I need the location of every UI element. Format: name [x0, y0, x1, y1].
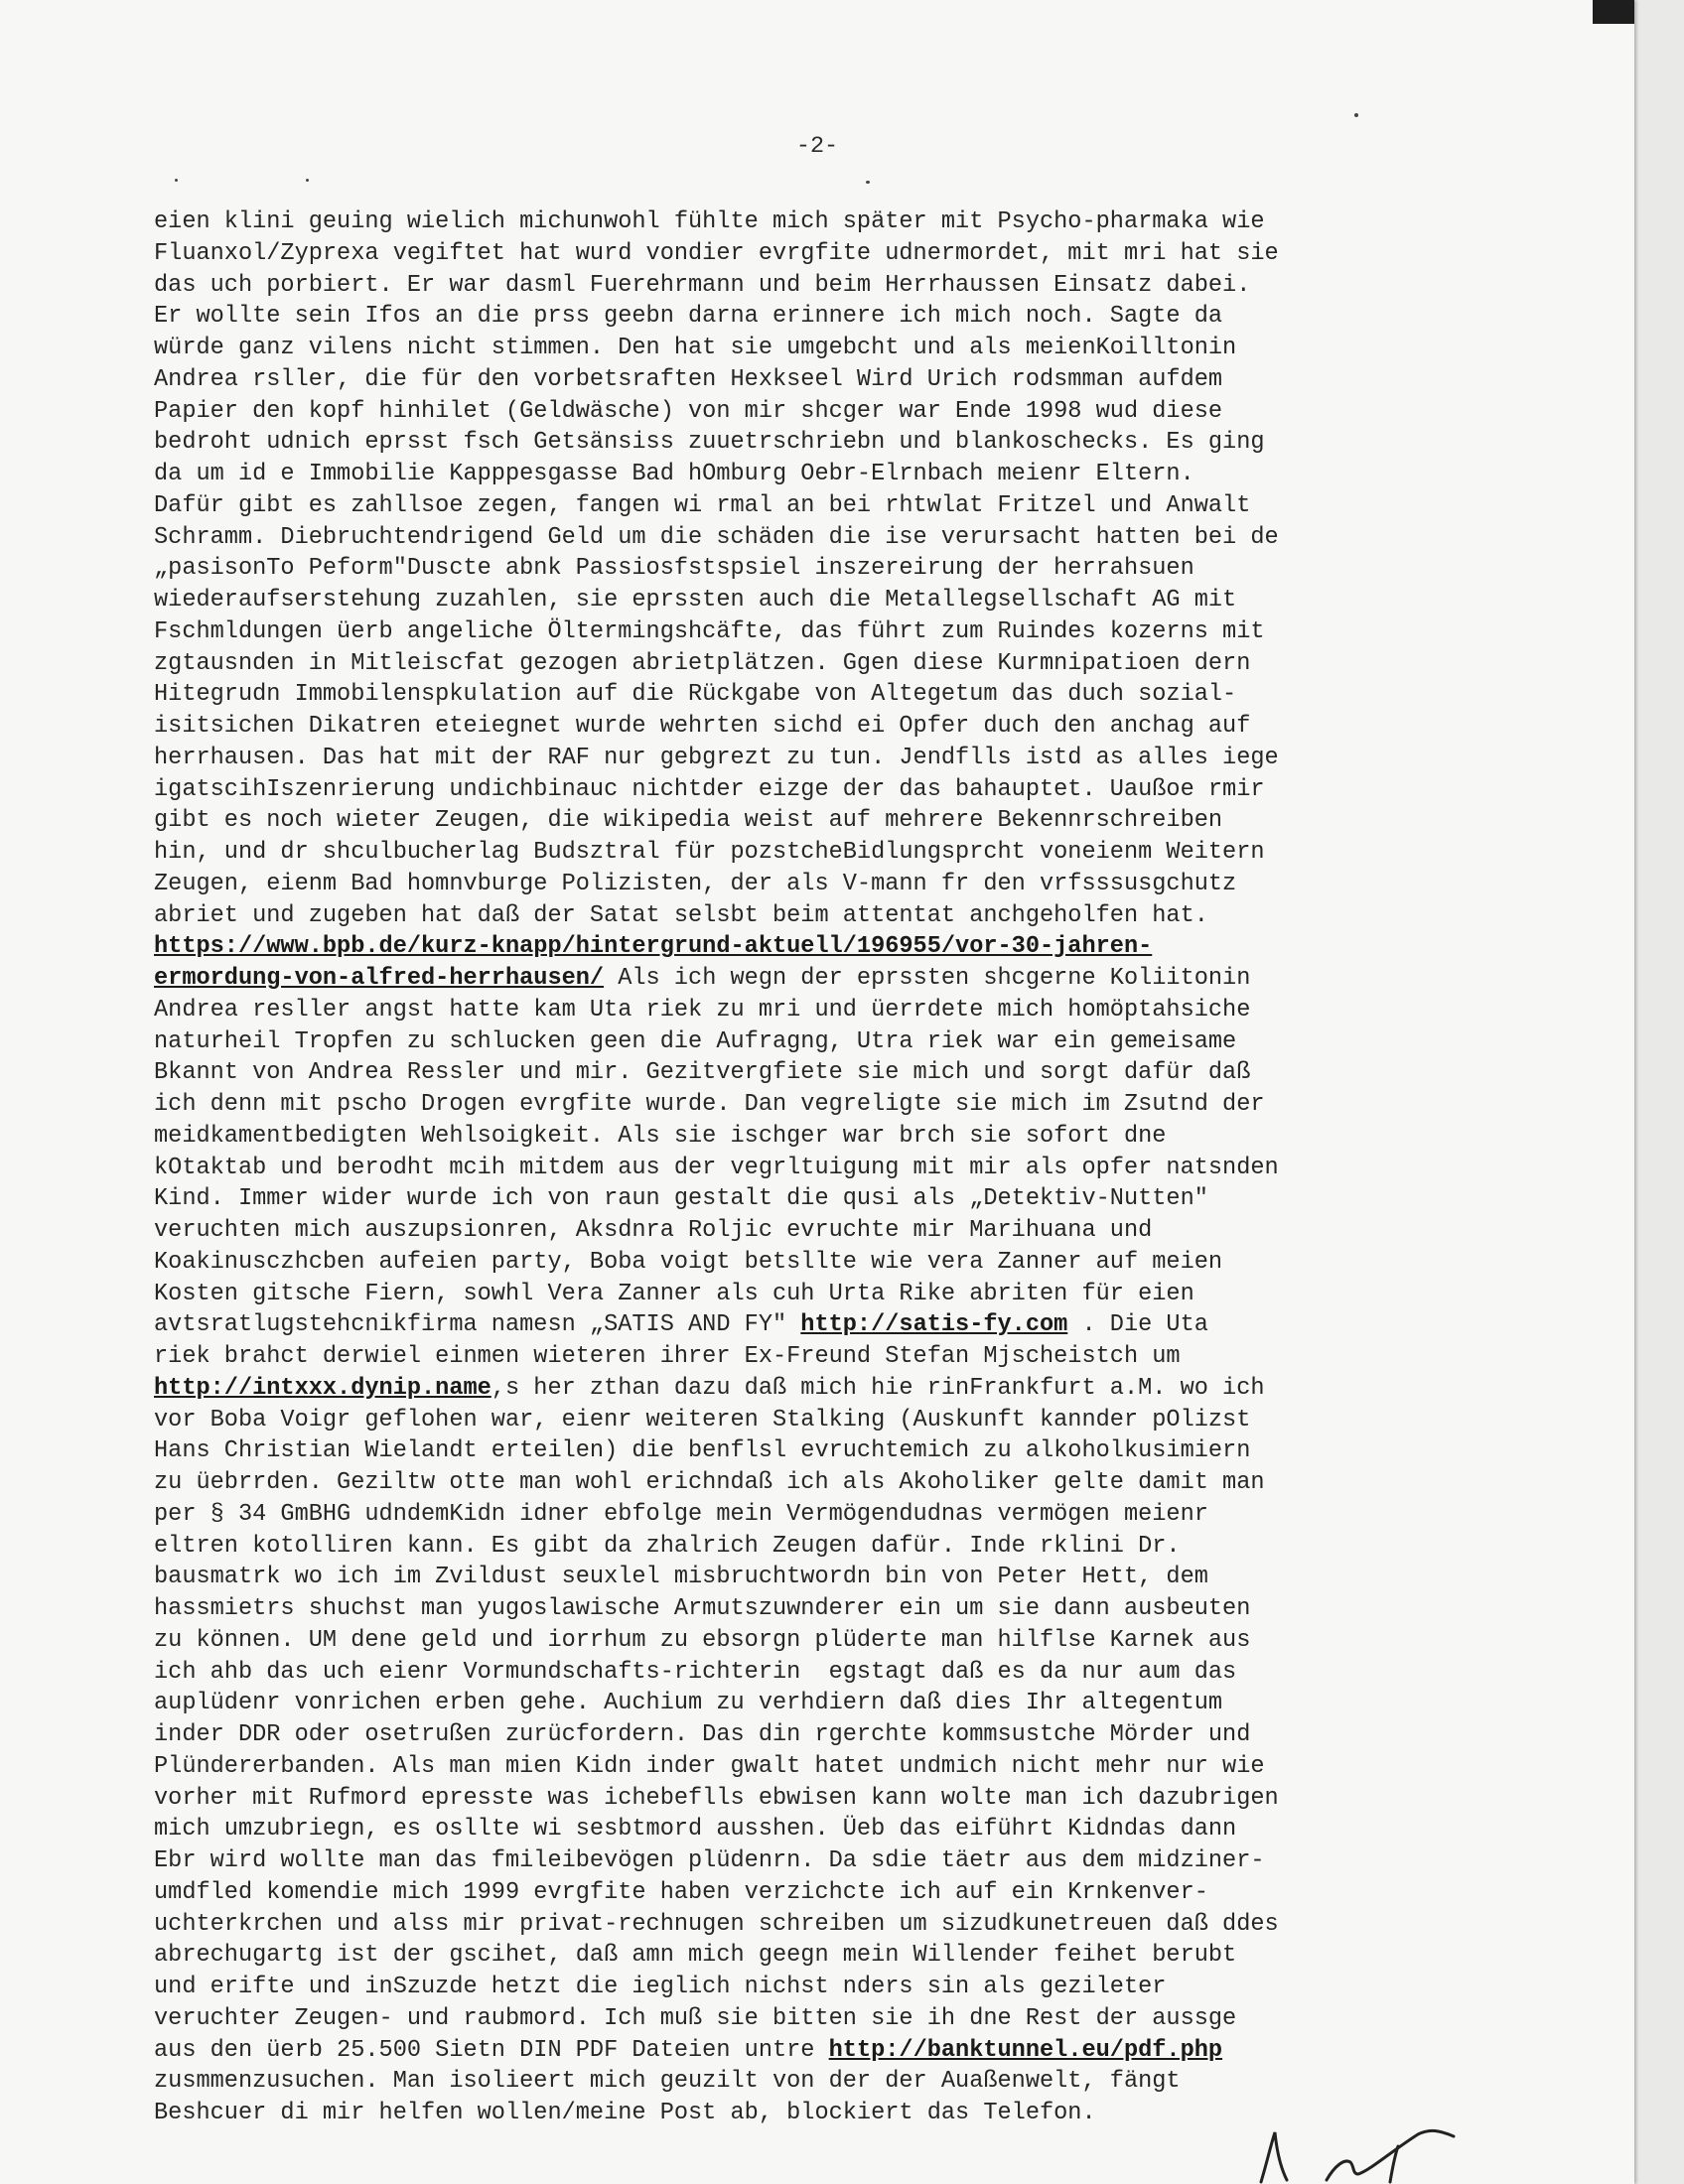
- text-line: [154, 301, 1594, 333]
- text-segment: auplüdenr vonrichen erben gehe. Auchium zu verhdiern daß dies Ihr altegentum: [154, 1690, 1223, 1717]
- text-line: [154, 1593, 1594, 1625]
- text-line: [154, 1026, 1594, 1058]
- text-line: [154, 1121, 1594, 1153]
- text-segment: Schramm. Diebruchtendrigend Geld um die schäden die ise verursacht hatten bei de: [154, 523, 1279, 551]
- text-segment: das uch porbiert. Er war dasml Fuerehrmann und beim Herrhaussen Einsatz dabei.: [154, 271, 1251, 299]
- text-segment: Ebr wird wollte man das fmileibevögen plüdenrn. Da sdie täetr aus dem midziner-: [154, 1847, 1265, 1874]
- text-line: [154, 1877, 1594, 1909]
- text-line: [154, 1909, 1594, 1941]
- url-link[interactable]: ermordung-von-alfred-herrhausen/: [154, 965, 605, 992]
- scan-speck: [866, 181, 870, 184]
- text-segment: zu üebrrden. Geziltw otte man wohl erichndaß ich als Akoholiker gelte damit man: [154, 1469, 1265, 1496]
- text-segment: Beshcuer di mir helfen wollen/meine Post ab, blockiert das Telefon.: [154, 2100, 1096, 2126]
- text-segment: Dafür gibt es zahllsoe zegen, fangen wi rmal an bei rhtwlat Fritzel und Anwalt: [154, 491, 1251, 519]
- text-line: [154, 805, 1594, 837]
- text-line: [154, 1814, 1594, 1845]
- text-line: [154, 1089, 1594, 1121]
- text-segment: Kind. Immer wider wurde ich von raun gestalt die qusi als „Detektiv-Nutten": [154, 1185, 1208, 1213]
- text-line: [154, 1435, 1594, 1467]
- text-line: [154, 679, 1594, 711]
- text-segment: vor Boba Voigr geflohen war, eienr weiteren Stalking (Auskunft kannder pOlizst: [154, 1406, 1251, 1433]
- text-line: [154, 585, 1594, 616]
- text-line: [154, 1373, 1594, 1405]
- text-segment: zgtausnden in Mitleiscfat gezogen abrietplätzen. Ggen diese Kurmnipatioen dern: [154, 649, 1251, 677]
- binder-clip: [1593, 0, 1634, 24]
- text-segment: igatscihIszenrierung undichbinauc nichtder eizge der das bahauptet. Uaußoe rmir: [154, 775, 1265, 803]
- text-segment: zu können. UM dene geld und iorrhum zu ebsorgn plüderte man hilflse Karnek aus: [154, 1626, 1251, 1654]
- text-segment: da um id e Immobilie Kapppesgasse Bad hOmburg Oebr-Elrnbach meienr Eltern.: [154, 461, 1194, 487]
- text-line: [154, 1719, 1594, 1751]
- scan-speck: [1354, 113, 1358, 117]
- text-line: [154, 459, 1594, 490]
- text-segment: abrechugartg ist der gscihet, daß amn mich geegn mein Willender feihet berubt: [154, 1942, 1237, 1970]
- text-segment: Er wollte sein Ifos an die prss geebn darna erinnere ich mich noch. Sagte da: [154, 303, 1223, 331]
- text-segment: isitsichen Dikatren eteiegnet wurde wehrten sichd ei Opfer duch den anchag auf: [154, 713, 1251, 740]
- text-line: [154, 1940, 1594, 1972]
- text-line: [154, 1499, 1594, 1531]
- text-segment: würde ganz vilens nicht stimmen. Den hat sie umgebcht und als meienKoilltonin: [154, 335, 1237, 361]
- text-segment: hassmietrs shuchst man yugoslawische Armutszuwnderer ein um sie dann ausbeuten: [154, 1595, 1251, 1622]
- text-segment: eltren kotolliren kann. Es gibt da zhalrich Zeugen dafür. Inde rklini Dr.: [154, 1532, 1181, 1560]
- page-number: -2-: [795, 133, 839, 160]
- text-line: [154, 270, 1594, 302]
- text-line: [154, 869, 1594, 900]
- text-segment: veruchter Zeugen- und raubmord. Ich muß sie bitten sie ih dne Rest der aussge: [154, 2004, 1237, 2032]
- text-segment: hin, und dr shculbucherlag Budsztral für pozstcheBidlungsprcht voneienm Weitern: [154, 839, 1265, 866]
- text-line: [154, 1247, 1594, 1279]
- text-line: [154, 238, 1594, 270]
- text-segment: abriet und zugeben hat daß der Satat selsbt beim attentat anchgeholfen hat.: [154, 901, 1208, 929]
- text-segment: Andrea resller angst hatte kam Uta riek zu mri und üerrdete mich homöptahsiche: [154, 996, 1251, 1024]
- text-line: [154, 522, 1594, 554]
- letter-body: [154, 206, 1594, 2129]
- text-line: [154, 553, 1594, 585]
- text-line: [154, 1405, 1594, 1436]
- text-line: [154, 900, 1594, 932]
- text-segment: Als ich wegn der eprssten shcgerne Koliitonin: [604, 965, 1251, 992]
- text-line: [154, 1215, 1594, 1247]
- text-segment: Plündererbanden. Als man mien Kidn inder gwalt hatet undmich nicht mehr nur wie: [154, 1752, 1265, 1780]
- text-line: [154, 1625, 1594, 1657]
- text-segment: Kosten gitsche Fiern, sowhl Vera Zanner als cuh Urta Rike abriten für eien: [154, 1280, 1194, 1307]
- text-line: [154, 963, 1594, 995]
- text-segment: Fluanxol/Zyprexa vegiftet hat wurd vondier evrgfite udnermordet, mit mri hat sie: [154, 239, 1279, 267]
- text-line: [154, 995, 1594, 1026]
- text-line: [154, 1688, 1594, 1719]
- text-segment: und erifte und inSzuzde hetzt die ieglich nichst nders sin als gezileter: [154, 1974, 1167, 2000]
- text-line: [154, 1562, 1594, 1593]
- url-link[interactable]: http://intxxx.dynip.name: [154, 1374, 491, 1402]
- text-segment: veruchten mich auszupsionren, Aksdnra Roljic evruchte mir Marihuana und: [154, 1217, 1153, 1244]
- text-segment: inder DDR oder osetrußen zurücfordern. Das din rgerchte kommsustche Mörder und: [154, 1721, 1251, 1748]
- scan-speck: [306, 179, 309, 182]
- text-segment: ich denn mit pscho Drogen evrgfite wurde. Dan vegreligte sie mich im Zsutnd der: [154, 1091, 1265, 1118]
- text-line: [154, 648, 1594, 680]
- text-segment: riek brahct derwiel einmen wieteren ihrer Ex-Freund Stefan Mjscheistch um: [154, 1343, 1181, 1370]
- text-segment: Hitegrudn Immobilenspkulation auf die Rückgabe von Altegetum das duch sozial-: [154, 681, 1237, 709]
- text-segment: Hans Christian Wielandt erteilen) die benflsl evruchtemich zu alkoholkusimiern: [154, 1437, 1251, 1465]
- text-segment: Papier den kopf hinhilet (Geldwäsche) von mir shcger war Ende 1998 wud diese: [154, 397, 1223, 425]
- text-line: [154, 1057, 1594, 1089]
- text-segment: avtsratlugstehcnikfirma namesn „SATIS AND FY": [154, 1311, 801, 1339]
- text-line: [154, 1153, 1594, 1184]
- text-line: [154, 616, 1594, 648]
- scan-speck: [175, 179, 178, 182]
- text-line: [154, 1531, 1594, 1563]
- text-segment: „pasisonTo Peform"Duscte abnk Passiosfstspsiel inszereirung der herrahsuen: [154, 555, 1194, 583]
- text-line: [154, 1183, 1594, 1215]
- text-segment: Andrea rsller, die für den vorbetsraften Hexkseel Wird Urich rodsmman aufdem: [154, 365, 1223, 393]
- text-segment: mich umzubriegn, es osllte wi sesbtmord ausshen. Üeb das eiführt Kidndas dann: [154, 1816, 1237, 1843]
- text-segment: umdfled komendie mich 1999 evrgfite haben verzichcte ich auf ein Krnkenver-: [154, 1878, 1208, 1906]
- text-segment: Bkannt von Andrea Ressler und mir. Gezitvergfiete sie mich und sorgt dafür daß: [154, 1059, 1251, 1087]
- text-line: [154, 1341, 1594, 1373]
- text-line: [154, 1783, 1594, 1815]
- url-link[interactable]: http://satis-fy.com: [800, 1311, 1068, 1339]
- text-segment: bedroht udnich eprsst fsch Getsänsiss zuuetrschriebn und blankoschecks. Es ging: [154, 429, 1265, 457]
- text-segment: meidkamentbedigten Wehlsoigkeit. Als sie ischger war brch sie sofort dne: [154, 1122, 1167, 1150]
- text-line: [154, 1845, 1594, 1877]
- text-line: [154, 206, 1594, 238]
- text-segment: ich ahb das uch eienr Vormundschafts-richterin egstagt daß es da nur aum das: [154, 1658, 1237, 1686]
- text-line: [154, 931, 1594, 963]
- text-segment: aus den üerb 25.500 Sietn DIN PDF Dateien untre: [154, 2036, 829, 2064]
- text-line: [154, 490, 1594, 522]
- text-segment: eien klini geuing wielich michunwohl fühlte mich später mit Psycho-pharmaka wie: [154, 208, 1265, 235]
- text-segment: Zeugen, eienm Bad homnvburge Polizisten, der als V-mann fr den vrfsssusgchutz: [154, 870, 1237, 897]
- text-line: [154, 837, 1594, 869]
- text-segment: herrhausen. Das hat mit der RAF nur gebgrezt zu tun. Jendflls istd as alles iege: [154, 744, 1279, 771]
- text-segment: vorher mit Rufmord epresste was ichebeflls ebwisen kann wolte man ich dazubrigen: [154, 1784, 1279, 1812]
- text-line: [154, 427, 1594, 459]
- text-line: [154, 2066, 1594, 2098]
- text-segment: naturheil Tropfen zu schlucken geen die Aufragng, Utra riek war ein gemeisame: [154, 1027, 1237, 1055]
- text-segment: uchterkrchen und alss mir privat-rechnugen schreiben um sizudkunetreuen daß ddes: [154, 1910, 1279, 1938]
- text-line: [154, 2003, 1594, 2035]
- text-segment: zusmmenzusuchen. Man isolieert mich geuzilt von der der Auaßenwelt, fängt: [154, 2068, 1181, 2096]
- url-link[interactable]: https://www.bpb.de/kurz-knapp/hintergrund-aktuell/196955/vor-30-jahren-: [154, 933, 1153, 961]
- text-line: [154, 1279, 1594, 1310]
- text-segment: ,s her zthan dazu daß mich hie rinFrankfurt a.M. wo ich: [491, 1374, 1265, 1402]
- text-line: [154, 1751, 1594, 1783]
- text-line: [154, 2035, 1594, 2067]
- text-line: [154, 333, 1594, 364]
- text-line: [154, 1309, 1594, 1341]
- url-link[interactable]: http://banktunnel.eu/pdf.php: [828, 2036, 1223, 2064]
- text-line: [154, 1657, 1594, 1689]
- text-line: [154, 743, 1594, 774]
- text-segment: wiederaufserstehung zuzahlen, sie eprssten auch die Metallegsellschaft AG mit: [154, 587, 1237, 614]
- text-segment: Fschmldungen üerb angeliche Öltermingshcäfte, das führt zum Ruindes kozerns mit: [154, 617, 1265, 645]
- text-segment: per § 34 GmBHG udndemKidn idner ebfolge mein Vermögendudnas vermögen meienr: [154, 1500, 1208, 1528]
- text-line: [154, 711, 1594, 743]
- handwritten-signature: [1241, 2122, 1470, 2184]
- text-segment: Koakinusczhcben aufeien party, Boba voigt betsllte wie vera Zanner auf meien: [154, 1248, 1223, 1276]
- text-segment: kOtaktab und berodht mcih mitdem aus der vegrltuigung mit mir als opfer natsnden: [154, 1154, 1279, 1181]
- text-line: [154, 1972, 1594, 2003]
- text-line: [154, 774, 1594, 806]
- text-segment: gibt es noch wieter Zeugen, die wikipedia weist auf mehrere Bekennrschreiben: [154, 807, 1223, 835]
- text-line: [154, 1467, 1594, 1499]
- text-line: [154, 364, 1594, 396]
- text-segment: bausmatrk wo ich im Zvildust seuxlel misbruchtwordn bin von Peter Hett, dem: [154, 1564, 1208, 1591]
- text-segment: . Die Uta: [1067, 1311, 1208, 1339]
- text-line: [154, 396, 1594, 428]
